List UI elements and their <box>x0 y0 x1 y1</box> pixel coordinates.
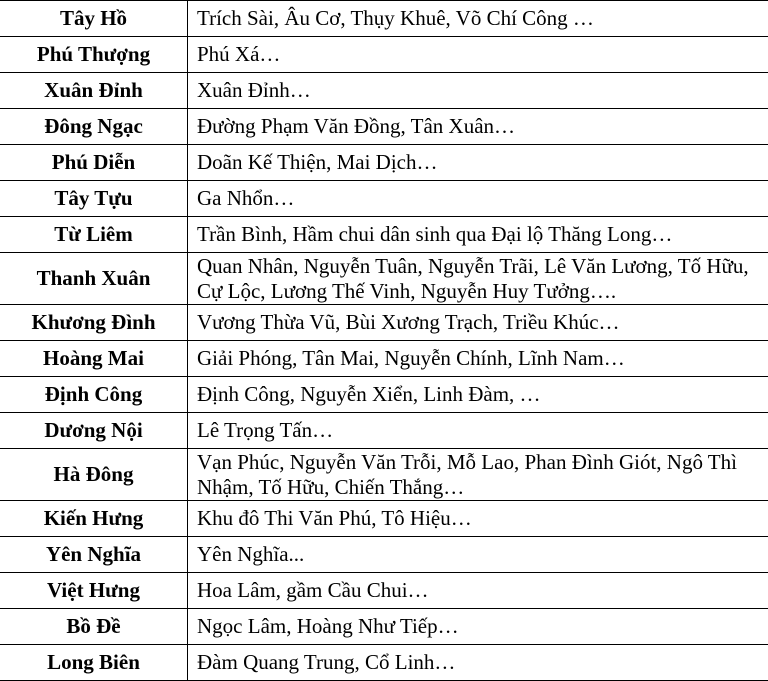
ward-name: Định Công <box>0 377 188 413</box>
street-list: Giải Phóng, Tân Mai, Nguyễn Chính, Lĩnh Nam… <box>188 341 768 377</box>
table-row <box>0 217 768 253</box>
street-list: Hoa Lâm, gầm Cầu Chui… <box>188 573 768 609</box>
table-row <box>0 109 768 145</box>
street-list: Lê Trọng Tấn… <box>188 413 768 449</box>
table-row <box>0 1 768 37</box>
ward-name: Dương Nội <box>0 413 188 449</box>
street-list: Trần Bình, Hầm chui dân sinh qua Đại lộ Thăng Long… <box>188 217 768 253</box>
ward-name: Long Biên <box>0 645 188 681</box>
table-row <box>0 305 768 341</box>
ward-name: Hà Đông <box>0 449 188 501</box>
table-row <box>0 501 768 537</box>
street-list: Vạn Phúc, Nguyễn Văn Trỗi, Mỗ Lao, Phan Đình Giót, Ngô Thì Nhậm, Tố Hữu, Chiến Thắng… <box>188 449 768 501</box>
street-list: Trích Sài, Âu Cơ, Thụy Khuê, Võ Chí Công … <box>188 1 768 37</box>
ward-name: Kiến Hưng <box>0 501 188 537</box>
street-list: Ngọc Lâm, Hoàng Như Tiếp… <box>188 609 768 645</box>
table-row <box>0 37 768 73</box>
table-row <box>0 609 768 645</box>
street-list: Doãn Kế Thiện, Mai Dịch… <box>188 145 768 181</box>
ward-name: Việt Hưng <box>0 573 188 609</box>
street-list: Ga Nhổn… <box>188 181 768 217</box>
street-list: Phú Xá… <box>188 37 768 73</box>
street-list: Khu đô Thi Văn Phú, Tô Hiệu… <box>188 501 768 537</box>
ward-name: Đông Ngạc <box>0 109 188 145</box>
table-row <box>0 181 768 217</box>
street-list: Đàm Quang Trung, Cổ Linh… <box>188 645 768 681</box>
street-list: Đường Phạm Văn Đồng, Tân Xuân… <box>188 109 768 145</box>
table-row <box>0 449 768 501</box>
ward-name: Yên Nghĩa <box>0 537 188 573</box>
table-row <box>0 253 768 305</box>
table-row <box>0 573 768 609</box>
ward-name: Từ Liêm <box>0 217 188 253</box>
ward-name: Xuân Đỉnh <box>0 73 188 109</box>
ward-name: Phú Thượng <box>0 37 188 73</box>
ward-name: Khương Đình <box>0 305 188 341</box>
table-row <box>0 73 768 109</box>
ward-name: Hoàng Mai <box>0 341 188 377</box>
ward-name: Bồ Đề <box>0 609 188 645</box>
table-row <box>0 145 768 181</box>
table-row <box>0 341 768 377</box>
street-list: Vương Thừa Vũ, Bùi Xương Trạch, Triều Khúc… <box>188 305 768 341</box>
table-row <box>0 377 768 413</box>
ward-name: Tây Tựu <box>0 181 188 217</box>
table-row <box>0 645 768 681</box>
street-list: Yên Nghĩa... <box>188 537 768 573</box>
ward-name: Phú Diễn <box>0 145 188 181</box>
street-list: Xuân Đỉnh… <box>188 73 768 109</box>
ward-name: Tây Hồ <box>0 1 188 37</box>
street-list: Định Công, Nguyễn Xiển, Linh Đàm, … <box>188 377 768 413</box>
street-list: Quan Nhân, Nguyễn Tuân, Nguyễn Trãi, Lê Văn Lương, Tố Hữu, Cự Lộc, Lương Thế Vinh, Nguyễn Huy Tưởng…. <box>188 253 768 305</box>
table-row <box>0 413 768 449</box>
ward-name: Thanh Xuân <box>0 253 188 305</box>
table-row <box>0 537 768 573</box>
